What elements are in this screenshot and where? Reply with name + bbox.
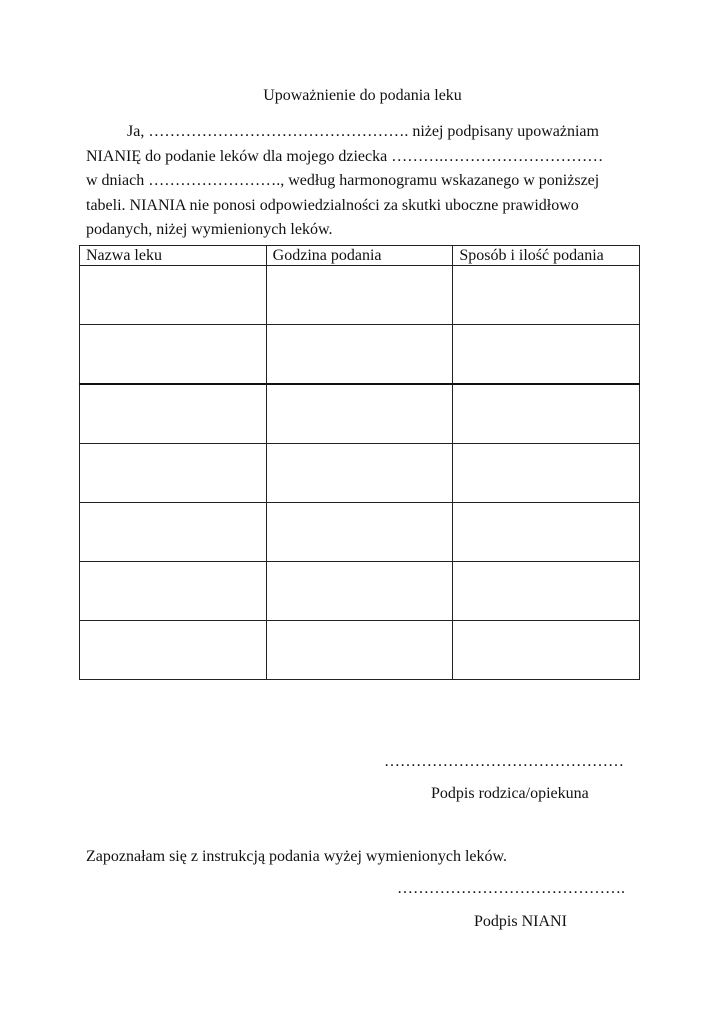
column-header-time: Godzina podania [266, 246, 453, 266]
table-row [80, 325, 640, 385]
table-cell[interactable] [453, 384, 640, 444]
table-cell[interactable] [266, 266, 453, 325]
authorization-paragraph [86, 120, 638, 243]
table-cell[interactable] [266, 503, 453, 562]
table-cell[interactable] [80, 325, 267, 385]
table-cell[interactable] [453, 503, 640, 562]
table-cell[interactable] [80, 562, 267, 621]
table-row [80, 503, 640, 562]
table-cell[interactable] [453, 562, 640, 621]
parent-signature-line[interactable]: ……………………………………… [384, 753, 624, 770]
table-cell[interactable] [266, 621, 453, 680]
table-row [80, 266, 640, 325]
table-cell[interactable] [453, 444, 640, 503]
table-cell[interactable] [453, 621, 640, 680]
document-title: Upoważnienie do podania leku [263, 87, 462, 104]
table-cell[interactable] [266, 384, 453, 444]
paragraph-line: tabeli. NIANIA nie ponosi odpowiedzialności za skutki uboczne prawidłowo [86, 196, 579, 214]
table-row [80, 621, 640, 680]
table-cell[interactable] [453, 266, 640, 325]
paragraph-line: Ja, …………………………………………. niżej podpisany upoważniam [127, 123, 599, 140]
paragraph-line: NIANIĘ do podanie leków dla mojego dziecka ……….………………………… [86, 147, 604, 165]
column-header-medicine-name: Nazwa leku [80, 246, 267, 266]
table-cell[interactable] [266, 444, 453, 503]
nanny-signature-label: Podpis NIANI [474, 913, 567, 930]
medication-table [79, 245, 640, 680]
parent-signature-label: Podpis rodzica/opiekuna [431, 785, 589, 802]
table-cell[interactable] [80, 384, 267, 444]
table-cell[interactable] [453, 325, 640, 385]
table-row [80, 444, 640, 503]
table-row [80, 384, 640, 444]
nanny-signature-line[interactable]: ……………………………………. [397, 880, 625, 897]
table-cell[interactable] [266, 325, 453, 385]
paragraph-line: w dniach ……………………., według harmonogramu wskazanego w poniższej [86, 172, 600, 189]
table-cell[interactable] [80, 621, 267, 680]
table-cell[interactable] [266, 562, 453, 621]
table-cell[interactable] [80, 444, 267, 503]
table-cell[interactable] [80, 503, 267, 562]
table-header-row [80, 246, 640, 266]
table-cell[interactable] [80, 266, 267, 325]
acknowledgement-text: Zapoznałam się z instrukcją podania wyżej wymienionych leków. [86, 848, 508, 865]
paragraph-line: podanych, niżej wymienionych leków. [86, 221, 333, 238]
column-header-method-amount: Sposób i ilość podania [453, 246, 640, 266]
table-row [80, 562, 640, 621]
